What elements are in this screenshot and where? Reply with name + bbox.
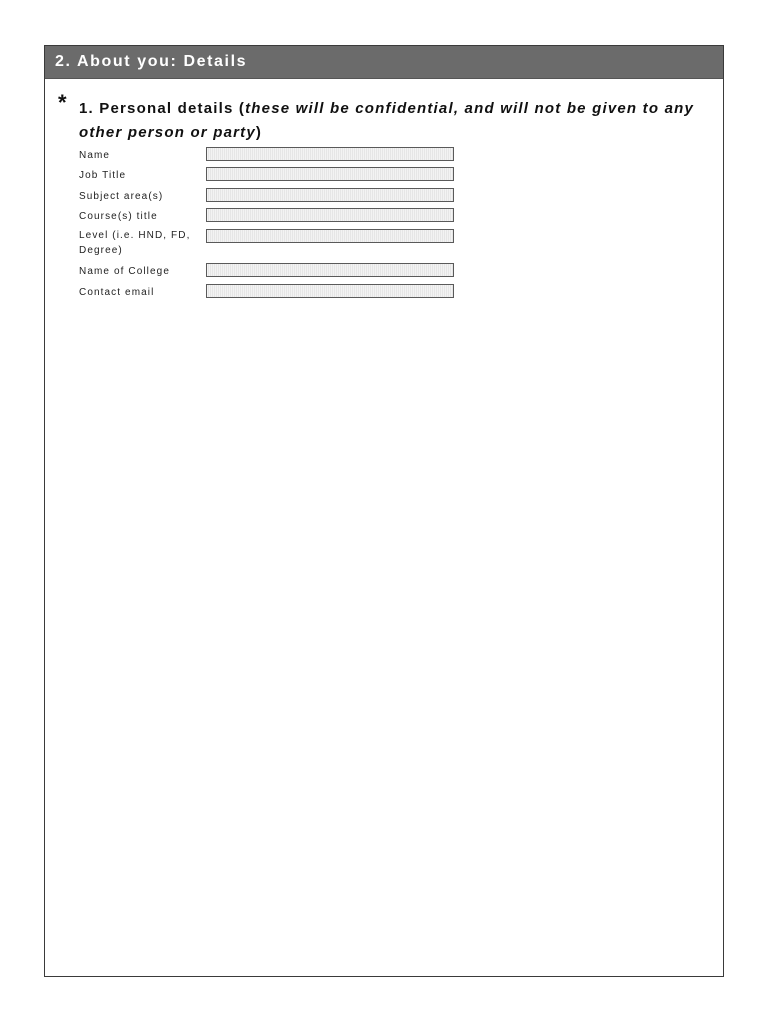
course-title-field[interactable]: [206, 208, 454, 222]
question-suffix: ): [255, 124, 263, 141]
field-label-college: Name of College: [79, 266, 170, 277]
name-field[interactable]: [206, 147, 454, 161]
email-field[interactable]: [206, 284, 454, 298]
field-label-name: Name: [79, 150, 111, 161]
question-text: [79, 97, 709, 145]
subject-area-field[interactable]: [206, 188, 454, 202]
field-label-subject-area: Subject area(s): [79, 191, 164, 202]
required-marker: *: [58, 90, 67, 115]
field-label-course-title: Course(s) title: [79, 211, 158, 222]
question-italic-note: these will be confidential, and will not be given to any other person or party: [79, 100, 695, 141]
college-field[interactable]: [206, 263, 454, 277]
job-title-field[interactable]: [206, 167, 454, 181]
level-field[interactable]: [206, 229, 454, 243]
survey-page-frame: [44, 45, 724, 977]
field-label-email: Contact email: [79, 287, 155, 298]
field-label-job-title: Job Title: [79, 170, 127, 181]
question-prefix: 1. Personal details (: [79, 100, 246, 117]
section-title: 2. About you: Details: [55, 53, 248, 70]
section-header: [45, 46, 723, 79]
field-label-level: Level (i.e. HND, FD, Degree): [79, 230, 191, 256]
